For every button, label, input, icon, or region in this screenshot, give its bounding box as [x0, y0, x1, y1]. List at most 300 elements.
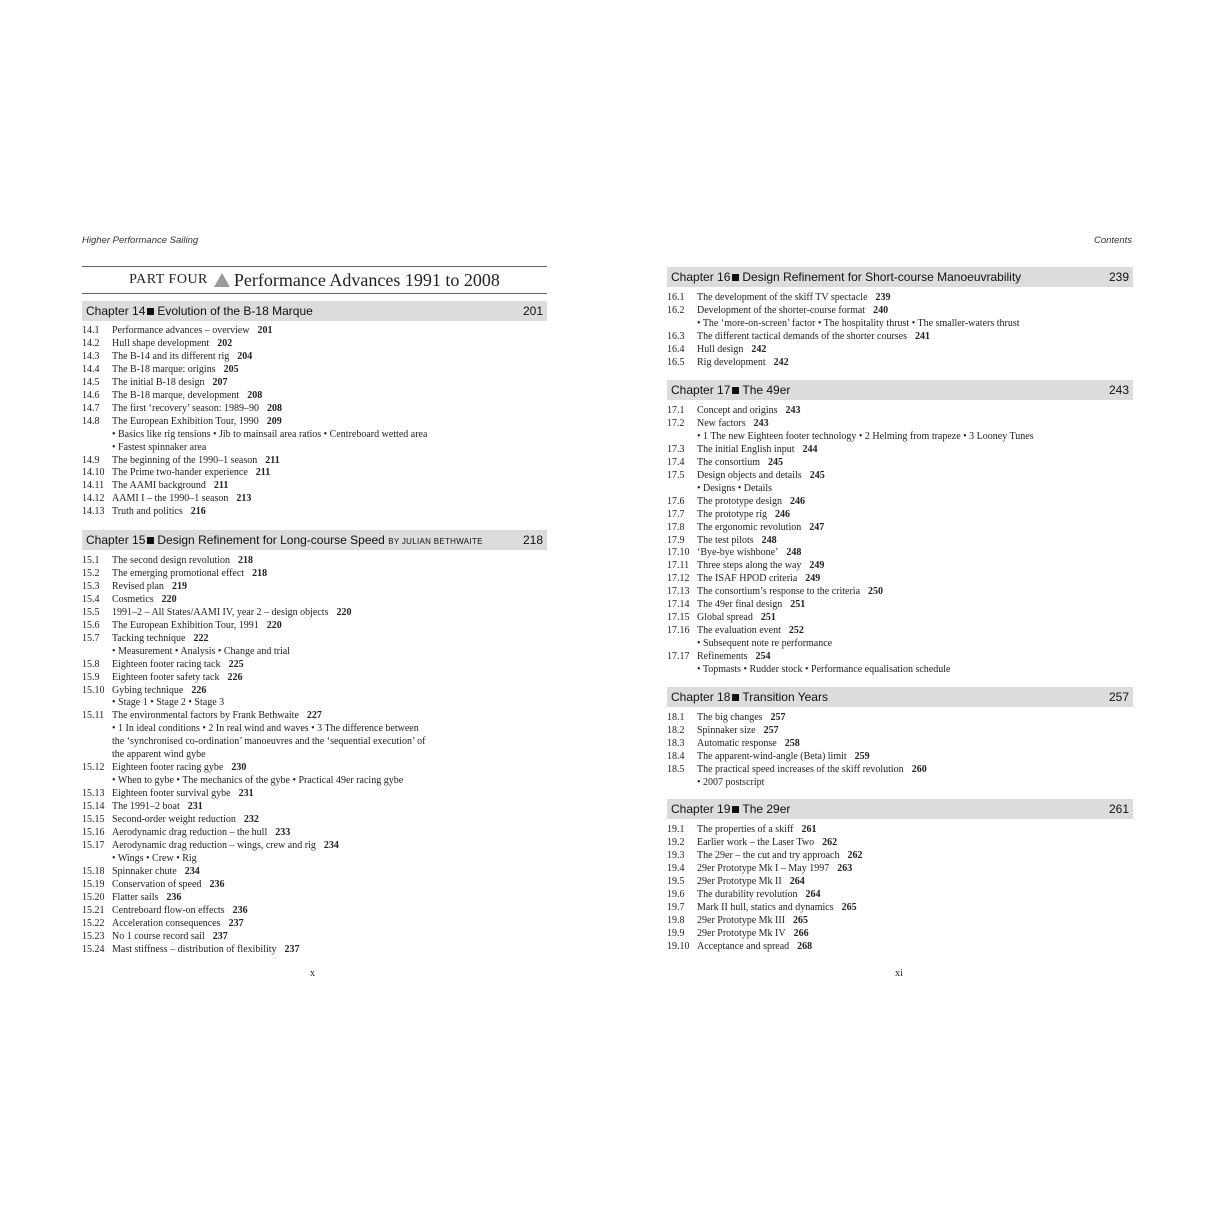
section-number: 16.3: [667, 330, 685, 342]
section-page: 257: [770, 712, 786, 723]
section-title: The B-18 marque: origins: [112, 363, 216, 375]
section-page: 249: [809, 560, 825, 572]
toc-subentry: [667, 777, 1133, 790]
chapter-page: 243: [1108, 383, 1129, 397]
toc-entry: [82, 467, 547, 480]
section-number: 15.10: [82, 684, 105, 696]
toc-subentry: [82, 646, 547, 659]
toc-entry: [82, 555, 547, 568]
section-number: 17.10: [667, 547, 690, 559]
toc-entry: [667, 915, 1133, 928]
chapter-page: 201: [522, 304, 543, 318]
section-number: 17.4: [667, 456, 685, 468]
section-number: 17.16: [667, 625, 690, 637]
toc-entry: [667, 651, 1133, 664]
toc-entry: [82, 364, 547, 377]
chapter-heading-19: [667, 799, 1133, 819]
toc-entry: [82, 685, 547, 698]
section-title: The durability revolution: [697, 888, 798, 900]
section-page: 240: [873, 304, 889, 316]
section-number: 14.13: [82, 506, 105, 518]
toc-entry: [667, 535, 1133, 548]
toc-subentry: [82, 723, 547, 736]
toc-entry: [667, 725, 1133, 738]
toc-entry: [667, 902, 1133, 915]
section-page: 208: [267, 402, 282, 414]
chapter-17-entries: [667, 405, 1133, 677]
section-page: 263: [837, 862, 853, 874]
toc-entry: [82, 788, 547, 801]
toc-entry: [82, 351, 547, 364]
section-page: 242: [751, 343, 767, 355]
running-head-right: Contents: [1093, 235, 1132, 246]
section-page: 231: [187, 801, 203, 813]
square-bullet-icon: [732, 806, 739, 813]
section-title: The consortium’s response to the criteria: [697, 586, 861, 598]
section-title: The test pilots: [697, 534, 754, 546]
section-number: 15.17: [82, 839, 105, 851]
section-number: 17.1: [667, 405, 685, 416]
section-title: No 1 course record sail: [112, 930, 205, 942]
section-page: 247: [809, 521, 825, 533]
square-bullet-icon: [732, 694, 739, 701]
section-title: Eighteen footer racing gybe: [112, 762, 224, 774]
toc-entry: [82, 840, 547, 853]
section-number: 15.6: [82, 619, 100, 631]
section-title: • Wings • Crew • Rig: [112, 852, 197, 864]
part-heading: [82, 266, 547, 294]
section-title: • Stage 1 • Stage 2 • Stage 3: [112, 697, 225, 709]
section-number: 15.13: [82, 788, 105, 800]
section-title: The prototype rig: [697, 508, 767, 520]
part-title: Performance Advances 1991 to 2008: [233, 269, 500, 290]
toc-subentry: [667, 318, 1133, 331]
section-number: 15.19: [82, 878, 105, 890]
section-number: 14.6: [82, 389, 100, 401]
section-page: 260: [911, 763, 927, 775]
section-title: The European Exhibition Tour, 1990: [112, 415, 259, 427]
section-number: 15.2: [82, 567, 100, 579]
toc-entry: [667, 470, 1133, 483]
page-number-right: xi: [895, 968, 903, 979]
toc-entry: [667, 850, 1133, 863]
section-title: The properties of a skiff: [697, 824, 794, 835]
chapter-16-entries: [667, 292, 1133, 370]
section-title: Global spread: [697, 612, 753, 624]
section-number: 15.22: [82, 917, 105, 929]
toc-subentry: [82, 749, 547, 762]
section-title: • The ‘more-on-screen’ factor • The hospitality thrust • The smaller-waters thrust: [697, 317, 1020, 329]
section-number: 14.2: [82, 337, 100, 349]
toc-entry: [82, 672, 547, 685]
section-number: 14.5: [82, 376, 100, 388]
section-title: Aerodynamic drag reduction – wings, crew and rig: [112, 839, 316, 851]
section-title: • 2007 postscript: [697, 776, 765, 788]
section-number: 19.6: [667, 888, 685, 900]
toc-entry: [82, 594, 547, 607]
toc-entry: [667, 941, 1133, 954]
section-page: 201: [257, 325, 273, 336]
section-title: The environmental factors by Frank Bethwaite: [112, 710, 299, 722]
toc-entry: [667, 522, 1133, 535]
chapter-heading-15: [82, 530, 547, 550]
chapter-number: Chapter 16: [671, 270, 731, 284]
section-title: • Basics like rig tensions • Jib to mainsail area ratios • Centreboard wetted area: [112, 428, 428, 440]
section-number: 15.5: [82, 606, 100, 618]
section-page: 219: [171, 580, 187, 592]
toc-entry: [82, 866, 547, 879]
section-page: 232: [243, 814, 259, 826]
toc-entry: [667, 764, 1133, 777]
section-title: The initial English input: [697, 443, 795, 455]
section-page: 242: [773, 356, 789, 368]
section-title: The second design revolution: [112, 555, 231, 566]
section-title: • Designs • Details: [697, 482, 773, 494]
section-page: 264: [805, 888, 821, 900]
section-number: 17.7: [667, 508, 685, 520]
section-page: 233: [275, 827, 291, 839]
toc-subentry: [667, 664, 1133, 677]
section-page: 218: [238, 555, 254, 566]
toc-entry: [82, 931, 547, 944]
square-bullet-icon: [147, 537, 154, 544]
toc-entry: [667, 824, 1133, 837]
section-number: 15.21: [82, 904, 105, 916]
section-number: 15.11: [82, 710, 105, 722]
toc-subentry: [667, 431, 1133, 444]
section-page: 222: [193, 632, 209, 644]
toc-entry: [82, 581, 547, 594]
section-page: 245: [768, 456, 784, 468]
section-page: 262: [822, 836, 838, 848]
toc-subentry: [667, 483, 1133, 496]
chapter-heading-16: [667, 267, 1133, 287]
section-page: 220: [336, 606, 352, 618]
toc-subentry: [82, 853, 547, 866]
chapter-page: 261: [1108, 802, 1129, 816]
chapter-title: The 49er: [742, 383, 791, 397]
section-number: 15.16: [82, 827, 105, 839]
section-number: 17.14: [667, 599, 690, 611]
section-title: Rig development: [697, 356, 766, 368]
toc-entry: [82, 659, 547, 672]
toc-entry: [82, 762, 547, 775]
section-title: Revised plan: [112, 580, 164, 592]
section-number: 17.13: [667, 586, 690, 598]
chapter-title: Design Refinement for Long-course Speed: [157, 533, 385, 547]
toc-entry: [82, 814, 547, 827]
section-number: 15.23: [82, 930, 105, 942]
section-number: 15.8: [82, 658, 100, 670]
section-number: 17.15: [667, 612, 690, 624]
section-title: the ‘synchronised co-ordination’ manoeuvres and the ‘sequential execution’ of: [112, 736, 426, 748]
section-page: 237: [212, 930, 228, 942]
section-title: Tacking technique: [112, 632, 186, 644]
section-page: 243: [785, 405, 801, 416]
section-page: 244: [802, 443, 818, 455]
toc-entry: [82, 905, 547, 918]
section-page: 226: [227, 671, 243, 683]
section-page: 265: [841, 901, 857, 913]
section-title: Acceleration consequences: [112, 917, 221, 929]
toc-entry: [667, 405, 1133, 418]
chapter-title: The 29er: [742, 802, 791, 816]
section-title: Cosmetics: [112, 593, 154, 605]
section-title: The emerging promotional effect: [112, 567, 245, 579]
section-number: 14.11: [82, 480, 105, 492]
section-page: 213: [236, 493, 252, 505]
section-page: 234: [323, 839, 339, 851]
section-page: 237: [228, 917, 244, 929]
toc-entry: [82, 633, 547, 646]
section-title: Eighteen footer survival gybe: [112, 788, 231, 800]
section-page: 204: [237, 350, 253, 362]
section-page: 220: [266, 619, 282, 631]
section-number: 15.14: [82, 801, 105, 813]
section-title: Development of the shorter-course format: [697, 304, 866, 316]
section-title: Automatic response: [697, 737, 777, 749]
section-title: Eighteen footer safety tack: [112, 671, 220, 683]
section-title: • Subsequent note re performance: [697, 638, 833, 650]
toc-entry: [667, 357, 1133, 370]
section-page: 236: [232, 904, 248, 916]
section-page: 236: [209, 878, 225, 890]
toc-entry: [82, 325, 547, 338]
section-number: 16.2: [667, 304, 685, 316]
section-number: 15.12: [82, 762, 105, 774]
chapter-page: 239: [1108, 270, 1129, 284]
section-number: 15.3: [82, 580, 100, 592]
section-page: 251: [790, 599, 806, 611]
section-page: 211: [255, 467, 271, 479]
section-title: The ISAF HPOD criteria: [697, 573, 798, 585]
section-title: Mast stiffness – distribution of flexibility: [112, 943, 277, 955]
section-page: 236: [166, 891, 182, 903]
section-page: 266: [793, 927, 809, 939]
chapter-heading-14: [82, 301, 547, 321]
section-number: 17.3: [667, 443, 685, 455]
section-title: New factors: [697, 417, 746, 429]
chapter-author: BY JULIAN BETHWAITE: [388, 537, 483, 546]
chapter-18-entries: [667, 712, 1133, 790]
toc-entry: [667, 625, 1133, 638]
section-title: 29er Prototype Mk II: [697, 875, 782, 887]
toc-entry: [667, 418, 1133, 431]
section-title: The big changes: [697, 712, 763, 723]
chapter-page: 257: [1108, 690, 1129, 704]
toc-entry: [82, 892, 547, 905]
toc-subentry: [82, 697, 547, 710]
square-bullet-icon: [147, 308, 154, 315]
square-bullet-icon: [732, 387, 739, 394]
toc-entry: [667, 509, 1133, 522]
section-page: 245: [809, 469, 825, 481]
toc-entry: [667, 751, 1133, 764]
chapter-number: Chapter 14: [86, 304, 146, 318]
section-page: 248: [761, 534, 777, 546]
toc-entry: [667, 876, 1133, 889]
section-title: Earlier work – the Laser Two: [697, 836, 815, 848]
section-title: • Measurement • Analysis • Change and trial: [112, 645, 290, 657]
section-title: The initial B-18 design: [112, 376, 205, 388]
triangle-icon: [214, 273, 230, 287]
chapter-number: Chapter 19: [671, 802, 731, 816]
section-page: 261: [801, 824, 817, 835]
section-number: 18.4: [667, 750, 685, 762]
section-title: 29er Prototype Mk IV: [697, 927, 786, 939]
chapter-title: Evolution of the B-18 Marque: [157, 304, 313, 318]
toc-entry: [82, 607, 547, 620]
section-number: 17.11: [667, 560, 690, 572]
section-number: 15.9: [82, 671, 100, 683]
toc-entry: [82, 403, 547, 416]
section-number: 19.8: [667, 914, 685, 926]
section-title: The different tactical demands of the shorter courses: [697, 330, 908, 342]
section-title: The consortium: [697, 456, 761, 468]
section-page: 248: [786, 547, 802, 559]
chapter-15-entries: [82, 555, 547, 957]
toc-entry: [667, 496, 1133, 509]
section-number: 15.1: [82, 555, 100, 566]
section-title: Design objects and details: [697, 469, 802, 481]
chapter-title: Design Refinement for Short-course Manoeuvrability: [742, 270, 1022, 284]
page-number-left: x: [310, 968, 315, 979]
toc-entry: [82, 480, 547, 493]
toc-entry: [82, 827, 547, 840]
toc-entry: [667, 837, 1133, 850]
section-number: 17.12: [667, 573, 690, 585]
section-title: Acceptance and spread: [697, 940, 790, 952]
section-title: Aerodynamic drag reduction – the hull: [112, 827, 268, 839]
chapter-19-entries: [667, 824, 1133, 954]
section-number: 17.6: [667, 495, 685, 507]
section-title: The 49er final design: [697, 599, 783, 611]
section-number: 19.7: [667, 901, 685, 913]
section-title: The first ‘recovery’ season: 1989–90: [112, 402, 259, 414]
section-number: 19.3: [667, 849, 685, 861]
toc-entry: [82, 879, 547, 892]
section-page: 264: [789, 875, 805, 887]
toc-entry: [82, 568, 547, 581]
section-page: 249: [805, 573, 821, 585]
toc-entry: [667, 547, 1133, 560]
section-title: The Prime two-hander experience: [112, 467, 248, 479]
section-page: 205: [223, 363, 239, 375]
toc-entry: [82, 377, 547, 390]
section-title: Centreboard flow-on effects: [112, 904, 225, 916]
section-title: Flatter sails: [112, 891, 159, 903]
section-number: 16.1: [667, 292, 685, 303]
section-title: AAMI I – the 1990–1 season: [112, 493, 229, 505]
section-number: 14.3: [82, 350, 100, 362]
section-number: 17.8: [667, 521, 685, 533]
section-page: 262: [847, 849, 863, 861]
section-number: 15.4: [82, 593, 100, 605]
section-number: 19.1: [667, 824, 685, 835]
section-title: The practical speed increases of the skiff revolution: [697, 763, 904, 775]
section-page: 234: [184, 865, 200, 877]
toc-entry: [667, 560, 1133, 573]
toc-subentry: [82, 442, 547, 455]
section-title: Eighteen footer racing tack: [112, 658, 221, 670]
toc-entry: [82, 493, 547, 506]
toc-entry: [82, 620, 547, 633]
section-title: Concept and origins: [697, 405, 778, 416]
section-page: 246: [774, 508, 790, 520]
toc-entry: [667, 889, 1133, 902]
section-title: the apparent wind gybe: [112, 749, 206, 761]
chapter-14-entries: [82, 325, 547, 519]
toc-entry: [667, 612, 1133, 625]
section-title: Second-order weight reduction: [112, 814, 236, 826]
section-number: 18.1: [667, 712, 685, 723]
section-number: 14.8: [82, 415, 100, 427]
section-title: 29er Prototype Mk III: [697, 914, 786, 926]
chapter-number: Chapter 17: [671, 383, 731, 397]
section-title: The B-14 and its different rig: [112, 350, 230, 362]
section-page: 252: [788, 625, 804, 637]
section-title: Three steps along the way: [697, 560, 802, 572]
toc-entry: [667, 331, 1133, 344]
section-page: 202: [217, 337, 233, 349]
section-title: The AAMI background: [112, 480, 206, 492]
section-page: 246: [789, 495, 805, 507]
section-page: 265: [793, 914, 809, 926]
section-title: • Topmasts • Rudder stock • Performance equalisation schedule: [697, 664, 951, 676]
toc-subentry: [82, 775, 547, 788]
section-page: 227: [306, 710, 322, 722]
square-bullet-icon: [732, 274, 739, 281]
section-page: 251: [760, 612, 776, 624]
section-title: Refinements: [697, 651, 748, 663]
section-title: The 1991–2 boat: [112, 801, 180, 813]
toc-entry: [667, 305, 1133, 318]
section-number: 15.24: [82, 943, 105, 955]
section-number: 18.2: [667, 724, 685, 736]
chapter-title: Transition Years: [742, 690, 828, 704]
toc-entry: [82, 390, 547, 403]
toc-entry: [667, 863, 1133, 876]
section-number: 14.9: [82, 454, 100, 466]
section-number: 15.15: [82, 814, 105, 826]
toc-entry: [667, 444, 1133, 457]
toc-entry: [82, 710, 547, 723]
section-title: • When to gybe • The mechanics of the gybe • Practical 49er racing gybe: [112, 775, 404, 787]
section-page: 254: [755, 651, 771, 663]
toc-entry: [667, 928, 1133, 941]
section-page: 226: [191, 684, 207, 696]
section-number: 19.9: [667, 927, 685, 939]
section-title: Gybing technique: [112, 684, 184, 696]
section-title: The European Exhibition Tour, 1991: [112, 619, 259, 631]
section-title: • 1 The new Eighteen footer technology • 2 Helming from trapeze • 3 Looney Tunes: [697, 430, 1034, 442]
section-page: 241: [915, 330, 931, 342]
section-title: Mark II hull, statics and dynamics: [697, 901, 834, 913]
section-page: 250: [868, 586, 884, 598]
section-number: 17.9: [667, 534, 685, 546]
section-title: The beginning of the 1990–1 season: [112, 454, 258, 466]
toc-entry: [667, 738, 1133, 751]
section-page: 216: [190, 506, 206, 518]
chapter-heading-17: [667, 380, 1133, 400]
section-title: ‘Bye-bye wishbone’: [697, 547, 779, 559]
section-page: 225: [228, 658, 244, 670]
section-title: The evaluation event: [697, 625, 781, 637]
section-page: 218: [252, 567, 268, 579]
section-title: 29er Prototype Mk I – May 1997: [697, 862, 830, 874]
section-title: 1991–2 – All States/AAMI IV, year 2 – design objects: [112, 606, 329, 618]
toc-entry: [667, 712, 1133, 725]
